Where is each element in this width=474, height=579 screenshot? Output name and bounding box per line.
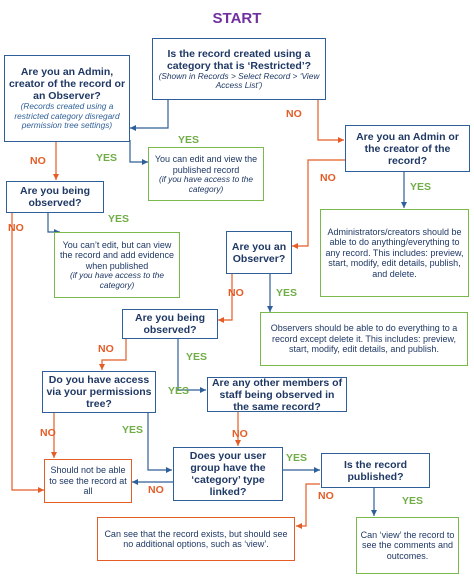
node-access-text: Do you have access via your permissions tree? [46,374,152,410]
node-bo1-text: Are you being observed? [19,185,90,209]
node-can-see-exists [97,517,295,561]
node-cant-edit [54,232,180,298]
label-aco-yes: YES [96,152,118,164]
node-published-text: Is the record published? [343,458,408,483]
node-being-observed-question-1 [6,181,104,213]
node-observers-do-everything [260,312,468,366]
diagram-title: START [212,10,262,27]
connector-restricted-no [318,100,344,140]
connector-pub-no [296,484,320,526]
node-access-permissions-question [42,371,156,413]
node-can-view-text: Can ‘view’ the record to see the comments and outcomes. [360,529,455,561]
label-bo1-no: NO [8,222,24,234]
node-aco-note: (Records created using a restricted category disregard permission tree settings) [14,101,120,131]
connector-bo2-yes [178,338,206,390]
node-admin-or-creator-question [345,125,470,172]
node-other-staff-text: Are any other members of staff being observed in the same record? [211,376,343,413]
connector-bo1-no [12,212,44,490]
node-are-you-observer-question [226,231,292,274]
label-ug-no: NO [148,484,164,496]
label-restricted-yes: YES [178,134,200,146]
label-ug-yes: YES [286,452,308,464]
node-record-published-question [321,453,430,488]
label-ac-no: NO [320,172,336,184]
label-pub-no: NO [318,490,334,502]
label-bo2-no: NO [98,343,114,355]
label-access-yes-2: YES [122,424,144,436]
node-restricted-note: (Shown in Records > Select Record > ‘View Access List’) [158,70,320,90]
node-edit-view-published [148,147,264,201]
label-access-no: NO [40,427,56,439]
label-restricted-no: NO [286,108,302,120]
label-obs-no: NO [228,287,244,299]
connector-access-yes [148,412,172,470]
node-aco-text: Are you an Admin, creator of the record or an Observer? [8,66,126,103]
node-restricted-question [152,38,326,100]
node-should-not-see-text: Should not be able to see the record at all [49,465,127,497]
node-edit-view-note: (if you have access to the category) [158,174,254,194]
label-access-yes: YES [168,385,190,397]
node-being-observed-question-2 [122,309,218,339]
node-observer-text: Are you an Observer? [231,240,287,265]
node-cant-edit-text: You can’t edit, but can view the record and add evidence when published [59,239,175,271]
connector-restricted-yes [130,100,168,128]
node-should-not-see [44,459,132,503]
label-ac-yes: YES [410,181,432,193]
label-bo1-yes: YES [108,213,130,225]
label-aco-no: NO [30,155,46,167]
label-bo2-yes: YES [186,351,208,363]
label-other-no: NO [232,428,248,440]
connector-aco-yes [130,140,148,162]
node-observers-text: Observers should be able to do everything to a record except delete it. This includes: preview, start, modify, edit details, and publish. [270,323,458,355]
node-cant-edit-note: (if you have access to the category) [69,270,165,290]
node-user-group-question [173,447,283,501]
node-restricted-text: Is the record created using a category that is ‘Restricted’? [166,47,312,72]
node-other-staff-question [207,377,347,412]
node-can-view-record [356,517,459,574]
node-can-see-text: Can see that the record exists, but should see no additional options, such as ‘view’. [104,528,288,549]
node-edit-view-text: You can edit and view the published record [154,154,258,175]
node-bo2-text: Are you being observed? [134,312,205,336]
node-admins-do-anything [320,209,469,297]
node-admins-text: Administrators/creators should be able to do anything/everything to any record. This includes: preview, start, modify, edit details, publish, and delete. [325,226,464,279]
node-ac-text: Are you an Admin or the creator of the record? [356,130,459,167]
label-obs-yes: YES [276,287,298,299]
label-pub-yes: YES [402,495,424,507]
node-admin-creator-observer-question [4,55,130,142]
node-user-group-text: Does your user group have the ‘category’ type linked? [189,450,267,498]
connector-bo1-yes [48,212,60,232]
